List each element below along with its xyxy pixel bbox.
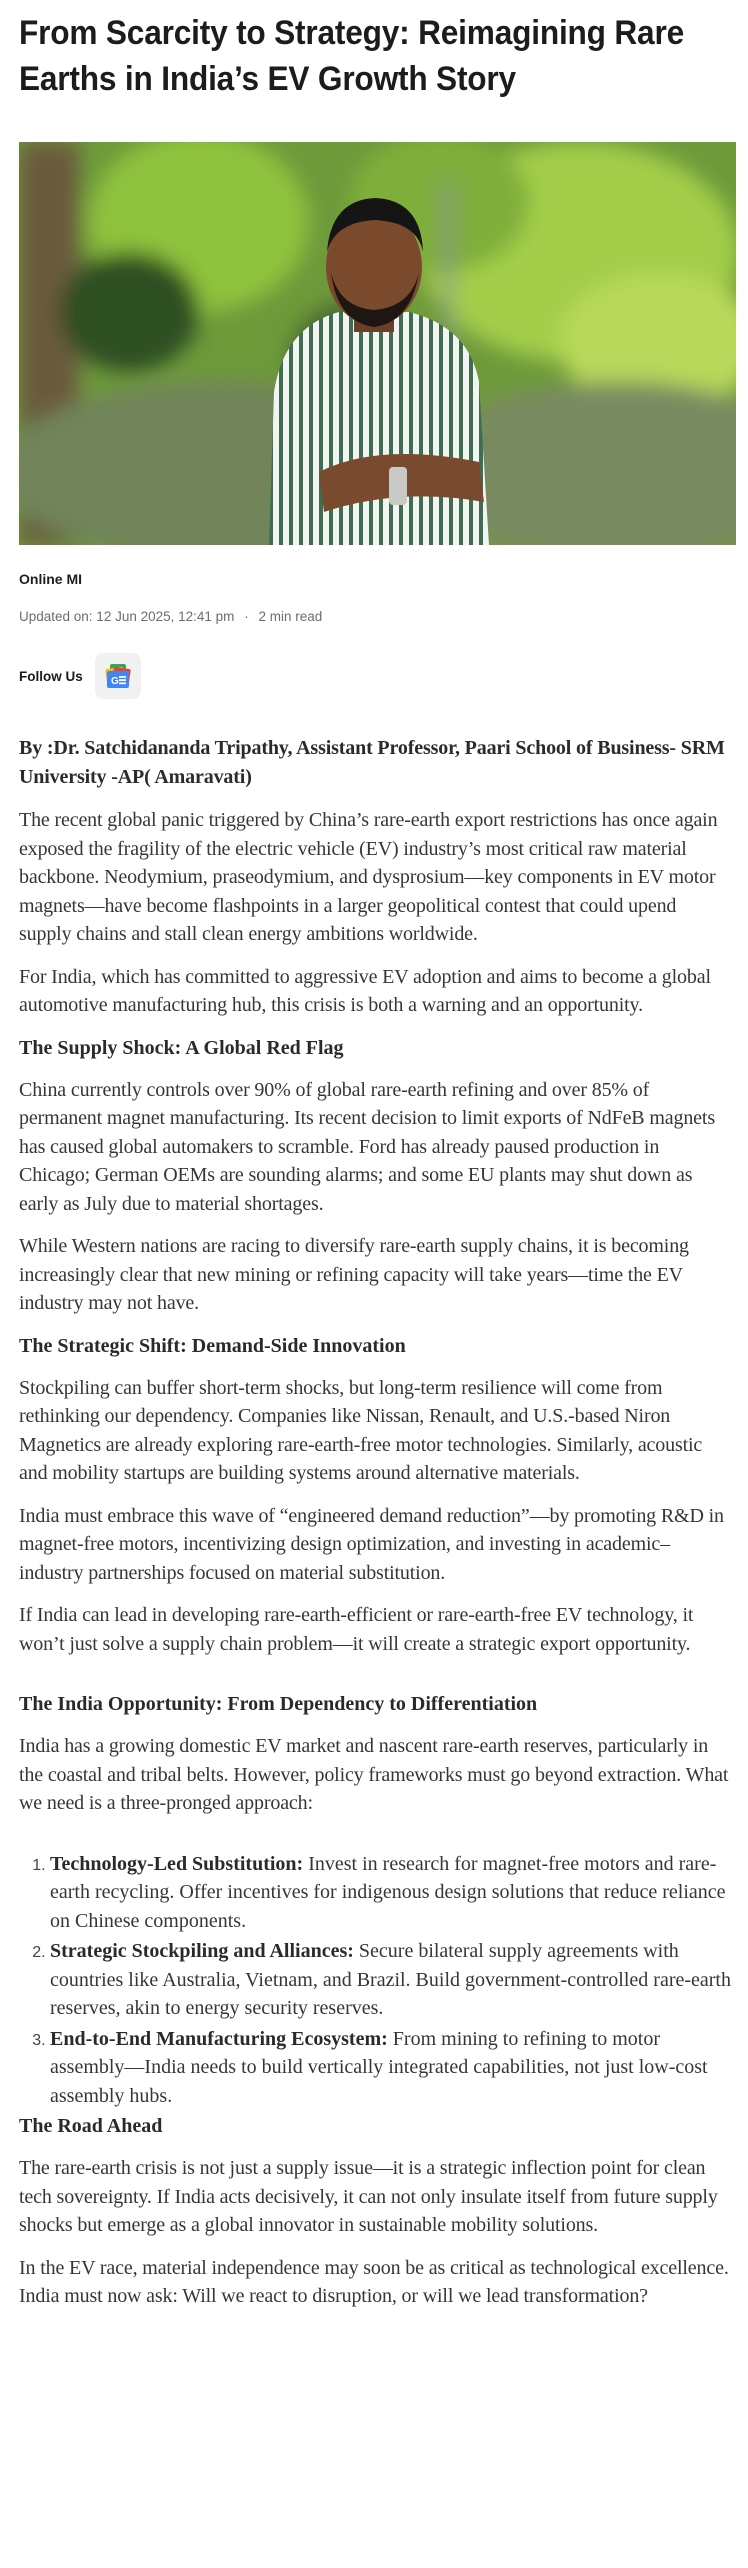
meta-separator: · <box>244 609 249 624</box>
paragraph: Stockpiling can buffer short-term shocks, but long-term resilience will come from rethinking our dependency. Companies like Nissan, Renault, and U.S.-based Niron Magnetics are already exploring rare-earth-free motor technologies. Similarly, acoustic and mobility startups are building systems around alternative materials. <box>19 1376 703 1484</box>
google-news-follow-button[interactable] <box>95 653 141 699</box>
list-item-text: Invest in research for magnet-free motors and rare-earth recycling. Offer incentives for indigenous design solutions that reduce reliance on Chinese components. <box>50 1852 726 1932</box>
list-item <box>50 1937 731 2023</box>
paragraph: In the EV race, material independence may soon be as critical as technological excellence. India must now ask: Will we react to disruption, or will we lead transformation? <box>19 2256 729 2307</box>
list-item-text: From mining to refining to motor assembly—India needs to build vertically integrated capabilities, not just low-cost assembly hubs. <box>50 2027 708 2107</box>
list-item-text: Secure bilateral supply agreements with countries like Australia, Vietnam, and Brazil. Build government-controlled rare-earth reserves, akin to energy security reserves. <box>50 1940 731 2019</box>
article-title: From Scarcity to Strategy: Reimagining Rare Earths in India’s EV Growth Story <box>19 14 684 98</box>
publish-meta <box>19 609 322 624</box>
section-heading-supply-shock: The Supply Shock: A Global Red Flag <box>19 1036 344 1059</box>
list-item-term: End-to-End Manufacturing Ecosystem: <box>50 2027 388 2050</box>
svg-text:G: G <box>110 676 119 687</box>
section-heading-strategic-shift: The Strategic Shift: Demand-Side Innovation <box>19 1334 406 1357</box>
list-item-term: Strategic Stockpiling and Alliances: <box>50 1940 354 1962</box>
list-item <box>50 1850 731 1936</box>
byline: By :Dr. Satchidananda Tripathy, Assistant Professor, Paari School of Business- SRM University -AP( Amaravati) <box>19 737 725 788</box>
article-body <box>19 734 731 2325</box>
follow-us <box>19 653 141 699</box>
google-news-icon <box>103 661 133 691</box>
follow-us-label: Follow Us <box>19 668 83 684</box>
read-time: 2 min read <box>258 609 323 624</box>
paragraph: The rare-earth crisis is not just a supply issue—it is a strategic inflection point for clean tech sovereignty. If India acts decisively, it can not only insulate itself from future supply shocks but emerge as a global innovator in sustainable mobility solutions. <box>19 2157 718 2236</box>
paragraph: India must embrace this wave of “engineered demand reduction”—by promoting R&D in magnet-free motors, incentivizing design optimization, and investing in academic–industry partnerships focused on material substitution. <box>19 1504 724 1584</box>
hero-image <box>19 142 736 545</box>
section-heading-road-ahead: The Road Ahead <box>19 2115 163 2137</box>
portrait-photo <box>19 142 736 545</box>
list-item-term: Technology-Led Substitution: <box>50 1852 304 1875</box>
intro-paragraph-1: The recent global panic triggered by China’s rare-earth export restrictions has once again exposed the fragility of the electric vehicle (EV) industry’s most critical raw material backbone. Neodymium, praseodymium, and dysprosium—key components in EV motor magnets—have become flashpoints in a larger geopolitical contest that could upend supply chains and stall clean energy ambitions worldwide. <box>19 809 718 945</box>
updated-date: Updated on: 12 Jun 2025, 12:41 pm <box>19 609 235 624</box>
paragraph: India has a growing domestic EV market and nascent rare-earth reserves, particularly in the coastal and tribal belts. However, policy frameworks must go beyond extraction. What we need is a three-pronged approach: <box>19 1735 729 1814</box>
section-heading-india-opportunity: The India Opportunity: From Dependency to Differentiation <box>19 1693 538 1715</box>
author-name[interactable]: Online MI <box>19 571 82 587</box>
paragraph: China currently controls over 90% of global rare-earth refining and over 85% of permanent magnet manufacturing. Its recent decision to limit exports of NdFeB magnets has caused global automakers to scramble. Ford has already paused production in Chicago; German OEMs are sounding alarms; and some EU plants may shut down as early as July due to material shortages. <box>19 1078 715 1215</box>
paragraph: While Western nations are racing to diversify rare-earth supply chains, it is becoming increasingly clear that new mining or refining capacity will take years—time the EV industry may not have. <box>19 1235 689 1314</box>
approach-list <box>19 1850 731 2111</box>
paragraph: If India can lead in developing rare-earth-efficient or rare-earth-free EV technology, it won’t just solve a supply chain problem—it will create a strategic export opportunity. <box>19 1604 694 1655</box>
list-item <box>50 2025 731 2111</box>
intro-paragraph-2: For India, which has committed to aggressive EV adoption and aims to become a global automotive manufacturing hub, this crisis is both a warning and an opportunity. <box>19 965 711 1016</box>
